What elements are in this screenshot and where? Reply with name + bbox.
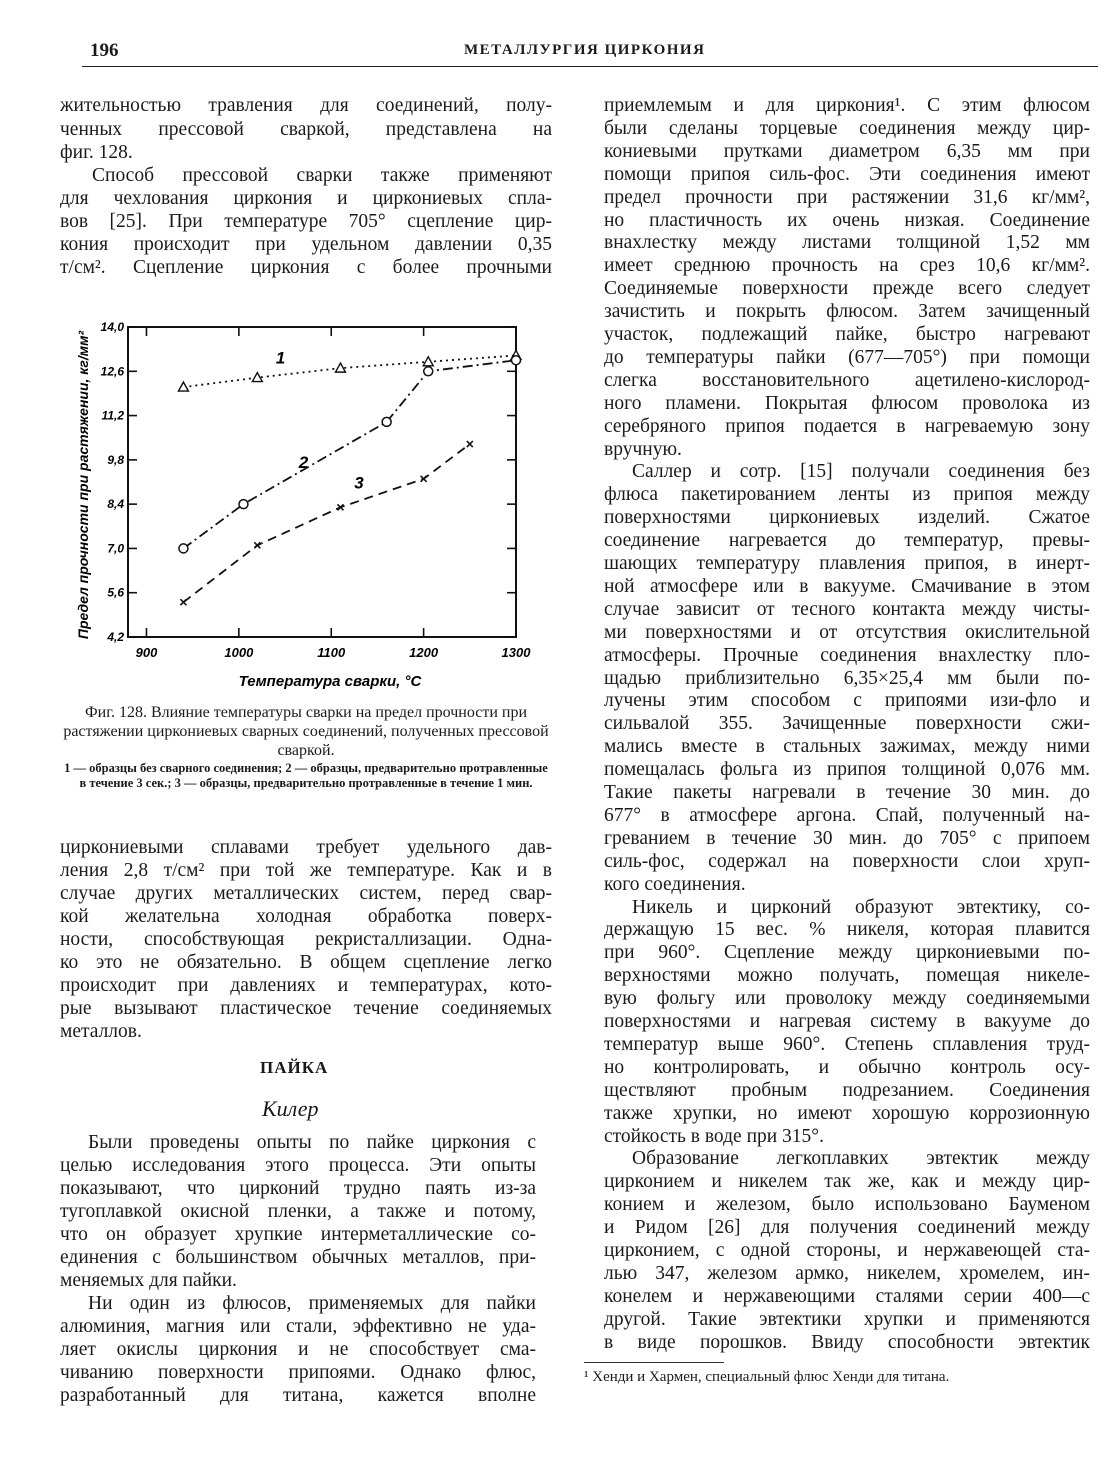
series-3-point (467, 441, 473, 447)
series-2-point (512, 356, 521, 365)
text-line: что он образует хрупкие интерметаллические со- (60, 1224, 536, 1245)
text-line: ности, способствующая рекристаллизации. Одна- (60, 929, 552, 950)
x-tick-label: 1000 (224, 645, 254, 660)
text-line: фиг. 128. (60, 142, 133, 163)
text-line: Были проведены опыты по пайке циркония с (88, 1132, 536, 1153)
text-line: предел прочности при растяжении 31,6 кг/мм², (604, 186, 1090, 208)
figure-legend-note: 1 — образцы без сварного соединения; 2 — образцы, предварительно протравленные в течение 3 сек.; 3 — образцы, предварительно протравленные в течение 1 мин. (64, 761, 548, 790)
text-line: рые вызывают пластическое течение соединяемых (60, 998, 552, 1019)
y-tick-label: 11,2 (101, 408, 124, 423)
text-line: поверхностями и нагревая систему в вакууме до (604, 1011, 1090, 1032)
section-author: Килер (262, 1096, 319, 1121)
text-line: другой. Такие эвтектики хрупки и применяются (604, 1308, 1090, 1330)
text-line: металлов. (60, 1021, 142, 1042)
text-line: ко это не обязательно. В общем сцепление легко (60, 952, 552, 973)
text-line: зачистить и покрыть флюсом. Затем зачищенный (604, 301, 1090, 323)
text-line: при 960°. Сцепление между циркониевыми по- (604, 942, 1090, 964)
text-line: флюса пакетированием ленты из припоя между (604, 484, 1090, 506)
text-line: целью исследования этого процесса. Эти опыты (60, 1155, 536, 1176)
text-line: серебряного припоя подается в нагреваемую зону (604, 415, 1090, 437)
text-line: соединение нагревается до температур, превы- (604, 530, 1090, 552)
x-tick-label: 1100 (317, 645, 346, 660)
text-line: жительностью травления для соединений, полу- (60, 95, 552, 116)
y-tick-label: 8,4 (107, 497, 124, 512)
text-line: происходит при давлениях и температурах, кото- (60, 975, 552, 996)
running-title: МЕТАЛЛУРГИЯ ЦИРКОНИЯ (464, 42, 706, 58)
text-line: атмосферы. Прочные соединения внахлестку пло- (604, 644, 1090, 666)
series-1-point (178, 382, 188, 391)
figure-caption: Фиг. 128. Влияние температуры сварки на предел прочности при растяжении циркониевых сварных соединений, полученных прессовой сваркой. (63, 704, 549, 759)
x-tick-label: 1300 (501, 645, 531, 660)
series-2-point (239, 500, 248, 509)
text-line: слегка восстановительного ацетилено-кислород- (604, 369, 1090, 391)
text-line: случае других металлических систем, перед свар- (60, 883, 552, 904)
text-line: лью 347, железом армко, никелем, хромелем, ин- (604, 1262, 1090, 1284)
text-line: имеет среднюю прочность на срез 10,6 кг/мм². (604, 255, 1090, 277)
text-line: Соединяемые поверхности прежде всего следует (604, 278, 1090, 300)
series-1-point (335, 363, 345, 372)
text-line: до температуры пайки (677—705°) при помощи (604, 346, 1090, 368)
text-line: кония происходит при удельном давлении 0,35 (60, 234, 552, 255)
text-line: также хрупки, но имеют хорошую коррозионную (604, 1102, 1090, 1124)
x-axis-label: Температура сварки, °С (238, 673, 422, 690)
text-line: кой желательна холодная обработка поверх- (60, 906, 552, 927)
text-line: участок, подлежащий пайке, быстро нагревают (604, 324, 1090, 345)
y-tick-label: 14,0 (100, 320, 124, 334)
x-tick-label: 1200 (409, 645, 439, 660)
text-line: случае зависит от тесного контакта между чисты- (604, 598, 1090, 620)
text-line: ченных прессовой сваркой, представлена на (60, 119, 552, 140)
header-rule (82, 66, 1098, 67)
text-line: поверхностями циркониевых изделий. Сжатое (604, 507, 1090, 529)
text-line: но пластичность их очень низкая. Соединение (604, 209, 1090, 231)
text-line: ляет окислы циркония и не способствует сма- (60, 1339, 536, 1360)
text-line: Саллер и сотр. [15] получали соединения без (632, 461, 1090, 483)
text-line: ми поверхностями и от отсутствия окислительной (604, 621, 1090, 643)
text-line: греванием в течение 30 мин. до 705° с припоем (604, 827, 1090, 849)
y-tick-label: 4,2 (107, 630, 124, 644)
text-line: вручную. (604, 438, 682, 460)
text-line: температур выше 960°. Степень сплавления труд- (604, 1033, 1090, 1055)
text-line: кониевыми прутками диаметром 6,35 мм при (604, 140, 1090, 162)
text-line: цирконием, с одной стороны, и нержавеющей ста- (604, 1240, 1090, 1261)
text-line: шающих температуру плавления припоя, в инерт- (604, 553, 1090, 574)
text-line: Ни один из флюсов, применяемых для пайки (88, 1293, 536, 1314)
text-line: алюминия, магния или стали, эффективно не уда- (60, 1316, 536, 1337)
text-line: ного пламени. Покрытая флюсом проволока из (604, 392, 1090, 414)
section-title: ПАЙКА (260, 1058, 329, 1077)
figure-128-chart (70, 305, 550, 700)
text-line: единения с большинством обычных металлов, при- (60, 1247, 536, 1268)
text-line: силь-фос, содержал на поверхности слои хруп- (604, 850, 1090, 872)
plot-frame (128, 327, 516, 637)
series-1-label: 1 (275, 348, 286, 368)
series-3-line (183, 444, 469, 602)
text-line: разработанный для титана, кажется вполне (60, 1385, 536, 1406)
footnote-rule (584, 1362, 724, 1363)
text-line: ной атмосфере или в вакууме. Смачивание в этом (604, 575, 1090, 597)
footnote: ¹ Хенди и Хармен, специальный флюс Хенди для титана. (584, 1369, 950, 1385)
text-line: конелем и нержавеющими сталями серии 400—с (604, 1285, 1090, 1307)
text-line: вов [25]. При температуре 705° сцепление цир- (60, 211, 552, 232)
text-line: и Ридом [26] для получения соединений между (604, 1217, 1090, 1239)
series-1-point (423, 357, 433, 366)
text-line: 677° в атмосфере аргона. Спай, полученный на- (604, 804, 1090, 826)
text-line: стойкость в воде при 315°. (604, 1125, 824, 1147)
x-tick-label: 900 (135, 645, 158, 660)
text-line: конием и железом, было использовано Бауменом (604, 1194, 1090, 1216)
text-line: ществляют пробным подрезанием. Соединения (604, 1079, 1090, 1101)
series-3-point (180, 599, 186, 605)
series-2-point (179, 544, 188, 553)
text-line: мались вместе в стальных зажимах, между ними (604, 736, 1090, 758)
text-line: для чехлования циркония и циркониевых спла- (60, 188, 552, 209)
text-line: были сделаны торцевые соединения между цир- (604, 117, 1090, 139)
series-1-line (183, 355, 516, 387)
y-axis-label: Предел прочности при растяжении, кг/мм² (75, 330, 91, 640)
text-line: приемлемым и для циркония¹. С этим флюсом (604, 95, 1090, 116)
series-2-point (382, 417, 391, 426)
text-line: лучены этим способом с припоями изи-фло и (604, 690, 1090, 712)
text-line: Такие пакеты нагревали в течение 30 мин. до (604, 782, 1090, 803)
text-line: кого соединения. (604, 873, 746, 895)
text-line: помощи припоя силь-фос. Эти соединения имеют (604, 163, 1090, 185)
chart-axes (128, 327, 516, 637)
text-line: Способ прессовой сварки также применяют (92, 165, 552, 186)
text-line: Образование легкоплавких эвтектик между (632, 1148, 1090, 1170)
text-line: циркониевыми сплавами требует удельного дав- (60, 837, 552, 858)
y-tick-label: 12,6 (100, 364, 124, 379)
text-line: сильвалой 355. Зачищенные поверхности сжи- (604, 713, 1090, 735)
text-line: чиванию поверхности припоями. Однако флюс, (60, 1362, 536, 1383)
text-line: в виде порошков. Ввиду способности эвтектик (604, 1331, 1090, 1353)
text-line: показывают, что цирконий трудно паять из-за (60, 1178, 536, 1199)
text-line: помещалась фольга из припоя толщиной 0,076 мм. (604, 759, 1090, 781)
text-line: т/см². Сцепление циркония с более прочными (60, 257, 552, 278)
series-2-label: 2 (298, 452, 309, 472)
text-line: ления 2,8 т/см² при той же температуре. Как и в (60, 860, 552, 881)
text-line: Никель и цирконий образуют эвтектику, со- (632, 896, 1090, 918)
text-line: вую фольгу или проволоку между соединяемыми (604, 988, 1090, 1010)
text-line: верхностями можно получать, помещая никеле- (604, 965, 1090, 987)
text-line: внахлестку между листами толщиной 1,52 мм (604, 232, 1090, 254)
text-line: цирконием и никелем так же, как и между цир- (604, 1171, 1090, 1193)
text-line: тугоплавкой окисной пленки, а также и потому, (60, 1201, 536, 1222)
text-line: но контролировать, и обычно контроль осу- (604, 1056, 1090, 1078)
series-3-label: 3 (354, 473, 364, 493)
y-tick-label: 9,8 (107, 452, 124, 467)
chart-series (178, 348, 521, 605)
y-tick-label: 5,6 (107, 585, 124, 600)
text-line: меняемых для пайки. (60, 1270, 237, 1291)
page-number: 196 (90, 40, 119, 61)
series-2-line (183, 360, 516, 548)
text-line: держащую 15 вес. % никеля, которая плавится (604, 919, 1090, 941)
text-line: щадью приблизительно 6,35×25,4 мм были по- (604, 667, 1090, 689)
y-tick-label: 7,0 (107, 541, 124, 556)
series-2-point (424, 367, 433, 376)
